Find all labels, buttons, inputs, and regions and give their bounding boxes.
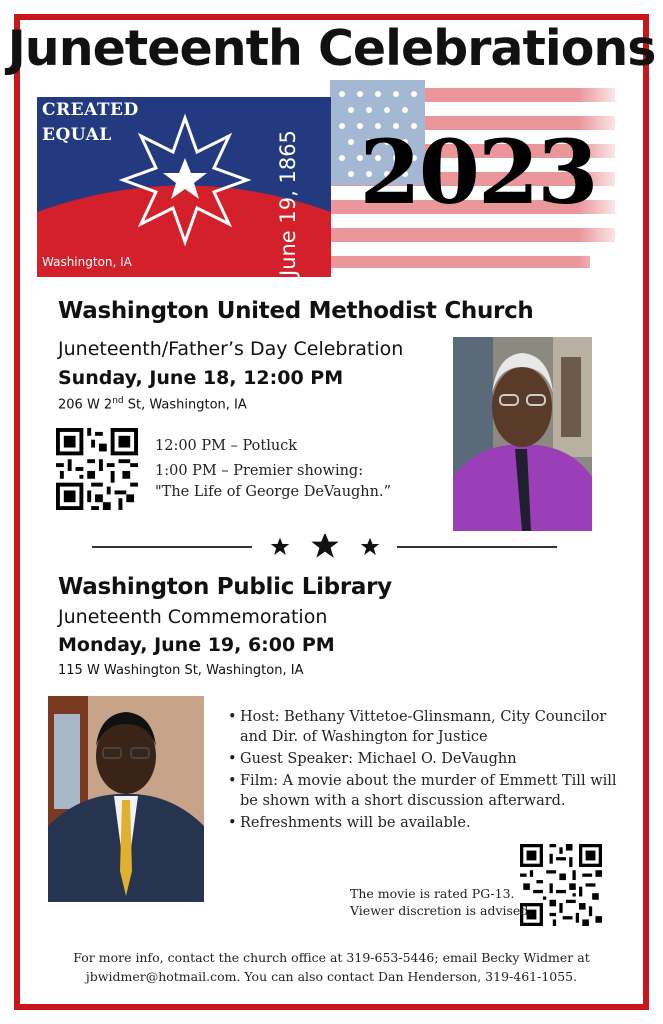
event1-datetime: Sunday, June 18, 12:00 PM xyxy=(58,367,344,389)
divider-left xyxy=(92,546,252,548)
logo-created-text: CREATED xyxy=(42,100,139,120)
footer-line-1: For more info, contact the church office at 319-653-5446; email Becky Widmer at xyxy=(73,950,590,965)
footer-contact xyxy=(60,948,603,986)
event1-schedule-1: 12:00 PM – Potluck xyxy=(155,438,298,454)
event2-details-list xyxy=(228,707,628,835)
rating-line-2: Viewer discretion is advised. xyxy=(350,903,533,918)
footer-line-2: jbwidmer@hotmail.com. You can also contact Dan Henderson, 319-461-1055. xyxy=(85,969,578,984)
rating-line-1: The movie is rated PG-13. xyxy=(350,886,515,901)
poster-title: Juneteenth Celebrations xyxy=(7,20,656,77)
qr-code-icon[interactable] xyxy=(520,844,602,926)
rating-note xyxy=(350,885,532,919)
qr-code-icon[interactable] xyxy=(56,428,138,510)
event1-address: 206 W 2nd St, Washington, IA xyxy=(58,396,247,413)
event1-schedule-2: 1:00 PM – Premier showing: xyxy=(155,463,364,479)
event2-datetime: Monday, June 19, 6:00 PM xyxy=(58,634,335,656)
detail-film: • Film: A movie about the murder of Emmett Till will be shown with a short discussion afterward. xyxy=(228,771,628,811)
event2-venue: Washington Public Library xyxy=(58,574,392,600)
detail-speaker: • Guest Speaker: Michael O. DeVaughn xyxy=(228,749,628,769)
logo-equal-text: EQUAL xyxy=(42,125,112,145)
year-heading: 2023 xyxy=(359,120,597,224)
logo-date-text: June 19, 1865 xyxy=(276,130,300,276)
event1-venue: Washington United Methodist Church xyxy=(58,298,534,324)
detail-host: • Host: Bethany Vittetoe-Glinsmann, City Councilor and Dir. of Washington for Justice xyxy=(228,707,628,747)
event1-name: Juneteenth/Father’s Day Celebration xyxy=(58,338,404,360)
divider-star-icon xyxy=(268,534,382,560)
logo-city-text: Washington, IA xyxy=(42,255,132,269)
event2-name: Juneteenth Commemoration xyxy=(58,606,328,628)
divider-right xyxy=(397,546,557,548)
george-devaughn-photo xyxy=(453,337,592,531)
event1-schedule-3: "The Life of George DeVaughn.” xyxy=(155,484,392,500)
michael-devaughn-photo xyxy=(48,696,204,902)
event2-address: 115 W Washington St, Washington, IA xyxy=(58,663,304,678)
detail-refreshments: • Refreshments will be available. xyxy=(228,813,628,833)
